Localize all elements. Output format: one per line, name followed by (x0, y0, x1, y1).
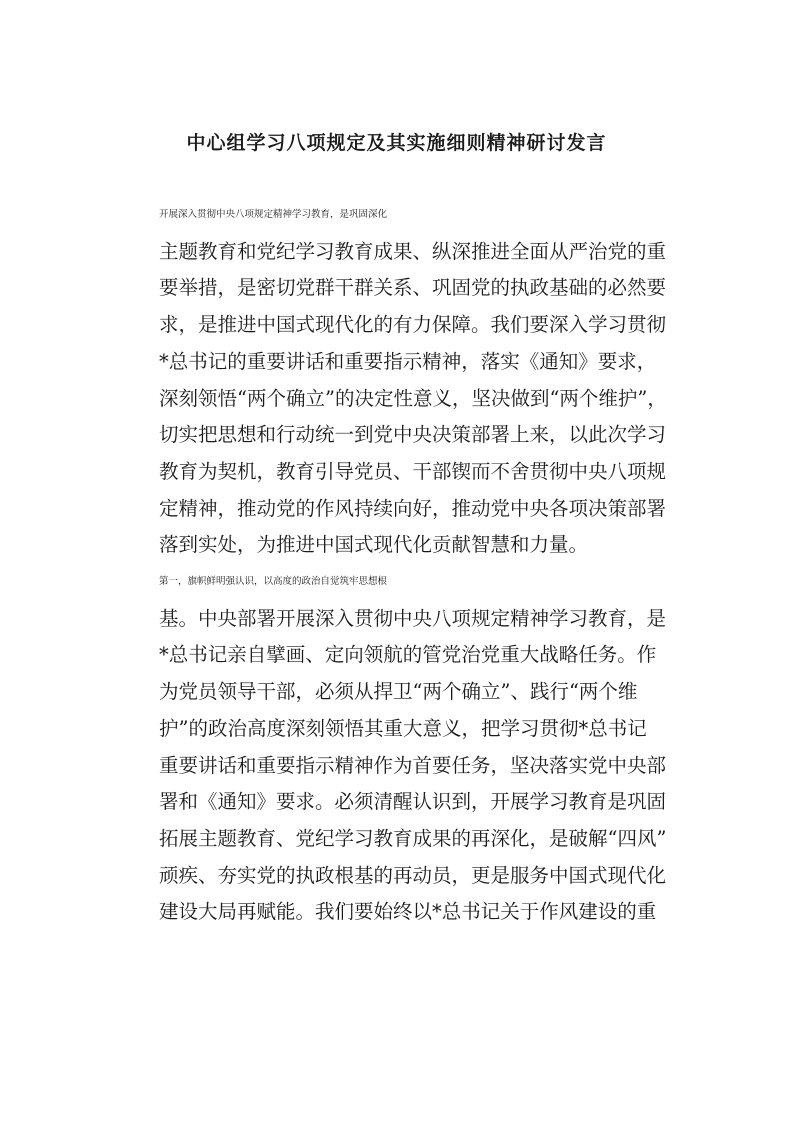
text-line: 教育为契机，教育引导党员、干部锲而不舍贯彻中央八项规 (159, 459, 667, 483)
text-line: 第一，旗帜鲜明强认识，以高度的政治自觉筑牢思想根 (159, 576, 388, 588)
text-line: 顽疾、夯实党的执政根基的再动员，更是服务中国式现代化 (159, 863, 667, 887)
text-line: 建设大局再赋能。我们要始终以*总书记关于作风建设的重 (159, 900, 657, 924)
text-line: 主题教育和党纪学习教育成果、纵深推进全面从严治党的重 (159, 239, 667, 263)
text-line: 求，是推进中国式现代化的有力保障。我们要深入学习贯彻 (159, 313, 667, 337)
document-title: 中心组学习八项规定及其实施细则精神研讨发言 (186, 132, 607, 154)
text-line: 切实把思想和行动统一到党中央决策部署上来，以此次学习 (159, 423, 667, 447)
document-body (120, 197, 674, 931)
text-line: *总书记的重要讲话和重要指示精神，落实《通知》要求， (159, 349, 657, 373)
text-line: 基。中央部署开展深入贯彻中央八项规定精神学习教育，是 (159, 606, 667, 630)
paragraph-intro (120, 197, 674, 564)
text-line: 署和《通知》要求。必须清醒认识到，开展学习教育是巩固 (159, 790, 667, 814)
text-line: 重要讲话和重要指示精神作为首要任务，坚决落实党中央部 (159, 753, 667, 777)
text-line: 落到实处，为推进中国式现代化贡献智慧和力量。 (159, 533, 589, 557)
text-line: 为党员领导干部，必须从捍卫“两个确立”、践行“两个维 (159, 680, 638, 704)
text-line: 定精神，推动党的作风持续向好，推动党中央各项决策部署 (159, 496, 667, 520)
text-line: 护”的政治高度深刻领悟其重大意义，把学习贯彻*总书记 (159, 716, 647, 740)
paragraph-first-point (120, 564, 674, 931)
text-line: 拓展主题教育、党纪学习教育成果的再深化，是破解“四风” (159, 826, 667, 850)
text-line: 深刻领悟“两个确立”的决定性意义，坚决做到“两个维护”， (159, 386, 667, 410)
text-line: 要举措，是密切党群干群关系、巩固党的执政基础的必然要 (159, 276, 667, 300)
text-line: 开展深入贯彻中央八项规定精神学习教育，是巩固深化 (159, 209, 388, 220)
text-line: *总书记亲自擘画、定向领航的管党治党重大战略任务。作 (159, 643, 657, 667)
